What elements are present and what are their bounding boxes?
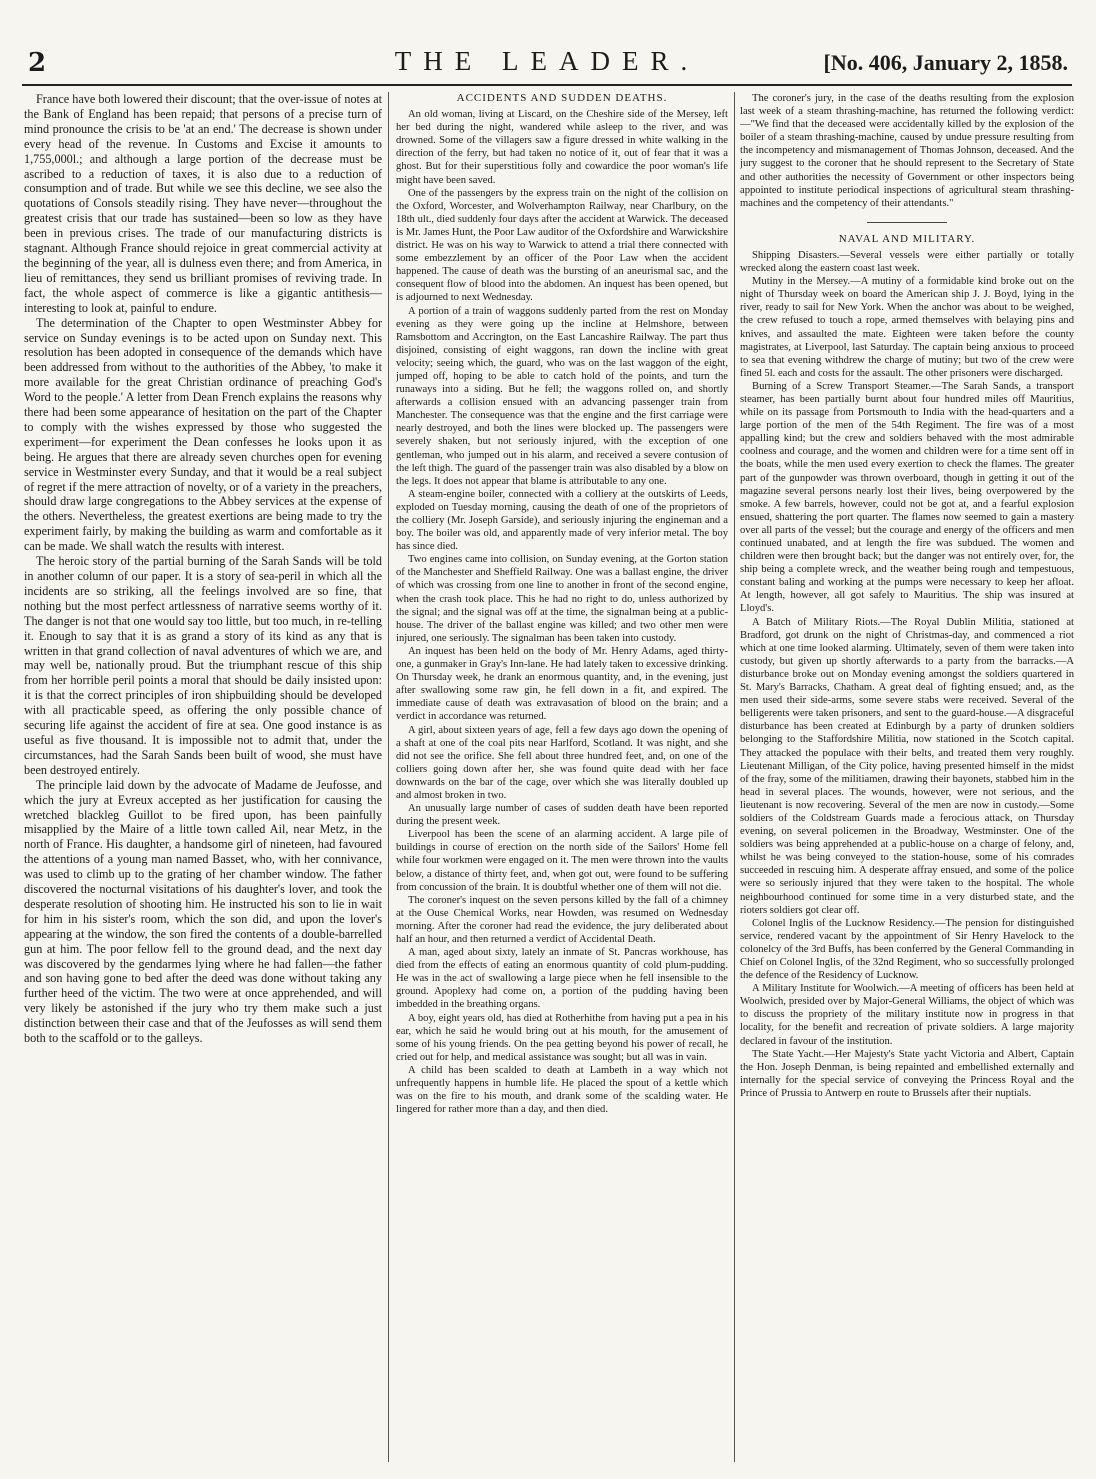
column-editorial: [24, 92, 382, 1467]
page-number: 2: [28, 48, 47, 78]
column-accidents: [396, 92, 728, 1467]
paragraph: Mutiny in the Mersey.—A mutiny of a formidable kind broke out on the night of Thursday week on board the American ship J. J. Boyd, lying in the river, ready to sail for New York. When the anchor was about to be weighed, the crew refused to touch a rope, armed themselves with belaying pins and knives, and assaulted the mate. Eighteen were taken before the county magistrates, at Liverpool, last Saturday. The captain being anxious to proceed to sea that evening withdrew the charge of mutiny; but two of the crew were fined 5l. each and costs for the assault. The other prisoners were discharged.: [740, 276, 1074, 379]
section-divider: [867, 222, 947, 223]
section-title-accidents: ACCIDENTS AND SUDDEN DEATHS.: [456, 92, 668, 104]
paragraph: A Military Institute for Woolwich.—A meeting of officers has been held at Woolwich, presided over by Major-General Williams, the object of which was to discuss the propriety of the military institute now in progress in that locality, for the benefit and recreation of private soldiers. A large majority declared in favour of the institution.: [740, 983, 1074, 1047]
paragraph: Burning of a Screw Transport Steamer.—The Sarah Sands, a transport steamer, has been partially burnt about four hundred miles off Mauritius, while on its passage from Portsmouth to India with the head-quarters and a large portion of the men of the 54th Regiment. The fire was of a most appalling kind; but the crew and soldiers behaved with the most admirable coolness and courage, and the women and children were for a time sent off in the boats, while the men used every exertion to check the flames. The greater part of the gunpowder was thrown overboard, though in getting it out of the magazine several persons nearly lost their lives, being overpowered by the smoke. A few barrels, however, could not be got at, and a fearful explosion ensued, shattering the port quarter. The flames now seemed to gain a mastery over all parts of the vessel; but the courage and energy of the officers and men continued unabated, and at length the fire was subdued. The women and children were then brought back; but the danger was not entirely over, for, the ship being a complete wreck, and the weather being rough and tempestuous, constant baling and working at the pumps were necessary to keep her afloat. At length, however, all got safely to Mauritius. The ship was insured at Lloyd's.: [740, 380, 1074, 615]
column-divider: [388, 92, 389, 1462]
paragraph: An old woman, living at Liscard, on the Cheshire side of the Mersey, left her bed during the night, wandered while asleep to the river, and was drowned. Some of the villagers saw a figure dressed in white walking in the direction of the ferry, but had taken no notice of it, out of fear that it was a ghost. But for their superstitious folly and cowardice the poor woman's life might have been saved.: [396, 109, 728, 186]
paragraph: The heroic story of the partial burning of the Sarah Sands will be told in another column of our paper. It is a story of sea-peril in which all the incidents are so striking, all the feelings involved are so fine, that nothing but the most perfect artlessness of narrative seems worthy of it. The danger is not that one would say too little, but too much, in re-telling it. Enough to say that it is as grand a story of its kind as any that is written in that grand collection of naval adventures of which we are, and may well be, nationally proud. But the triumphant rescue of this ship from her horrible peril points a moral that should be daily insisted upon: it is that the correct principles of iron shipbuilding should be developed with all practicable speed, as offering the only possible chance of securing life against the accident of fire at sea. One good instance is as useful as five thousand. It is impossible not to admit that, under the circumstances, had the Sarah Sands been built of wood, she must have been destroyed entirely.: [24, 554, 382, 777]
paragraph: Liverpool has been the scene of an alarming accident. A large pile of buildings in course of erection on the north side of the Sailors' Home fell while four workmen were engaged on it. The men were thrown into the vaults below, a distance of thirty feet, and, when got out, were found to be suffering from concussion of the brain. It is doubtful whether one of them will not die.: [396, 829, 728, 893]
paragraph: A girl, about sixteen years of age, fell a few days ago down the opening of a shaft at one of the coal pits near Harlford, Scotland. It was night, and she did not see the orifice. She fell about three hundred feet, and, on one of the colliers going down after her, she was found quite dead with her face downwards on the bar of the cage, over which she was literally doubled up and almost broken in two.: [396, 724, 728, 801]
paragraph: Colonel Inglis of the Lucknow Residency.—The pension for distinguished service, rendered vacant by the appointment of Sir Henry Havelock to the colonelcy of the 3rd Buffs, has been conferred by the General Commanding in Chief on Colonel Inglis, of the 32nd Regiment, who so successfully prolonged the defence of the Residency of Lucknow.: [740, 917, 1074, 982]
paragraph: A man, aged about sixty, lately an inmate of St. Pancras workhouse, has died from the effects of eating an enormous quantity of cold plum-pudding. He was in the act of swallowing a large piece when he fell insensible to the ground. Apoplexy had come on, a portion of the pudding having been imbedded in the breathing organs.: [396, 947, 728, 1011]
issue-date: [No. 406, January 2, 1858.: [823, 50, 1068, 75]
paragraph: Two engines came into collision, on Sunday evening, at the Gorton station of the Manchester and Sheffield Railway. One was a ballast engine, the driver of which was crossing from one line to another in front of the second engine, when the crash took place. This he had no right to do, unless authorized by the signal; and the signal was off at the time, the signalman being at a public-house. The driver of the ballast engine was killed; and two other men were injured, one seriously. The signalman has been taken into custody.: [396, 554, 728, 644]
masthead-title: THE LEADER.: [394, 46, 700, 76]
paragraph: France have both lowered their discount; that the over-issue of notes at the Bank of England has been repaid; that persons of a precise turn of mind pronounce the crisis to be 'at an end.' The decrease is shown under every head of the revenue. In Customs and Excise it amounts to 1,755,000l.; and although a large portion of the decrease must be ascribed to a reduction of taxes, it is also due to a reduction of consumption and of trade. But while we see this decline, we see also the quotations of Consols steadily rising. They have never—throughout the greatest crisis that our trade has sustained—been so low as they have been in previous crises. The trade of our manufacturing districts is stagnant. Although France should rejoice in great commercial activity at the beginning of the year, all is dulness even there; and from America, in lieu of remittances, they send us brilliant promises of reviving trade. In fact, the whole aspect of commerce is like a gigantic antithesis—interesting to look at, painful to endure.: [24, 92, 382, 315]
paragraph: The determination of the Chapter to open Westminster Abbey for service on Sunday evenings is to be acted upon on Sunday next. This resolution has been adopted in consequence of the demands which have been addressed from without to the authorities of the Abbey, 'to make it more available for the great Christian ordinance of preaching God's Word to the people.' A letter from Dean French explains the reasons why there had been some appearance of hesitation on the part of the Chapter to comply with the wishes expressed by those who suggested the experiment—for experiment the Dean confesses he looks upon it as being. He argues that there are already seven churches open for evening service in Westminster every Sunday, and that it would be a real subject of regret if the mere attraction of novelty, or of a variety in the preachers, should draw large congregations to the Abbey services at the expense of the others. Nevertheless, the greatest exertions are being made to try the experiment fairly, by making the building as warm and comfortable as it can be made. We shall watch the results with interest.: [24, 315, 382, 554]
paragraph: A steam-engine boiler, connected with a colliery at the outskirts of Leeds, exploded on Tuesday morning, causing the death of one of the proprietors of the colliery (Mr. Joseph Garside), and seriously injuring the engineman and a boy. The boiler was old, and apparently made of very inferior metal. The boy has since died.: [396, 488, 728, 553]
paragraph: The coroner's jury, in the case of the deaths resulting from the explosion last week of a steam thrashing-machine, has returned the following verdict:—"We find that the deceased were accidentally killed by the explosion of the boiler of a steam thrashing-machine, caused by undue pressure resulting from the incompetency and mismanagement of Thomas Johnson, deceased. And the jury suggest to the coroner that he should represent to the Secretary of State and other authorities the necessity of Government or other inspectors being appointed to institute periodical inspections of agricultural steam thrashing-machines and the competency of their attendants.": [740, 93, 1074, 209]
paragraph: Shipping Disasters.—Several vessels were either partially or totally wrecked along the eastern coast last week.: [740, 249, 1074, 275]
paragraph: A portion of a train of waggons suddenly parted from the rest on Monday evening as they were going up the incline at Helmshore, between Ramsbottom and Accrington, on the East Lancashire Railway. The part thus disjoined, consisting of eight waggons, ran down the incline with great velocity; seeing which, the guard, who was on the last waggon of the eight, jumped off, hoping to be able to catch hold of the points, and turn the runaways into a siding. But he fell; the waggons rolled on, and shortly afterwards a collision ensued with an advancing passenger train from Manchester. The consequence was that the engine and the first carriage were nearly destroyed, and both the lines were blocked up. The passengers were severely shaken, but not seriously injured, with the exception of one gentleman, who jumped out in his alarm, and received a severe contusion of the left thigh. The guard of the passenger train was also disabled by a blow on the legs. It does not appear that blame is attributable to any one.: [396, 305, 728, 487]
paragraph: A Batch of Military Riots.—The Royal Dublin Militia, stationed at Bradford, got drunk on the night of Christmas-day, and commenced a riot which at one time looked alarming. Ultimately, seven of them were taken into custody, but given up shortly afterwards to a party from the barracks.—A disturbance broke out on Monday evening amongst the soldiers quartered in St. Mary's Barracks, Chatham. A great deal of fighting ensued; and, as the men used their side-arms, some severe stabs were received. Several of the belligerents were taken prisoners, and sent to the guard-house.—A disgraceful disturbance has been created at Edinburgh by a party of drunken soldiers belonging to the Staffordshire Militia, now stationed in the Scotch capital. They attacked the populace with their belts, and treated them very roughly. Lieutenant Milligan, of the City police, having presented himself in the midst of the fray, some of the militiamen, drawing their bayonets, stabbed him in the head in several places. The wounds, however, were not serious, and the lieutenant is now recovering. Several of the men are now in custody.—Some soldiers of the Coldstream Guards made a ferocious attack, on Thursday evening, on several policemen in the Broadway, Westminster. One of the soldiers was being apprehended at a public-house on a charge of felony, and, whilst he was being conveyed to the station-house, some of his comrades succeeded in rescuing him. A desperate affray ensued, and some of the police were so seriously injured that they were taken to the hospital. The whole neighbourhood continued for some time in a very disturbed state, and the rioters soldiers got clear off.: [740, 616, 1074, 916]
column-divider: [734, 92, 735, 1462]
paragraph: A child has been scalded to death at Lambeth in a way which not unfrequently happens in humble life. He placed the spout of a kettle which was on the fire to his mouth, and drank some of the scalding water. He lingered for rather more than a day, and then died.: [396, 1064, 728, 1116]
section-title-naval: NAVAL AND MILITARY.: [838, 232, 976, 245]
page-header: [22, 44, 1072, 86]
paragraph: The coroner's inquest on the seven persons killed by the fall of a chimney at the Ouse Chemical Works, near Howden, was resumed on Wednesday morning. After the coroner had read the evidence, the jury deliberated about half an hour, and then returned a verdict of Accidental Death.: [396, 894, 728, 945]
paragraph: One of the passengers by the express train on the night of the collision on the Oxford, Worcester, and Wolverhampton Railway, near Charlbury, on the 18th ult., died suddenly four days after the accident at Warwick. The deceased is Mr. James Hunt, the Poor Law auditor of the Oxfordshire and Warwickshire district. He was on his way to Warwick to attend a trial there connected with some embezzlement by an officer of the Poor Law when the accident happened. The cause of death was the bursting of an aneurismal sac, and the consequent flow of blood into the abdomen. An inquest has been opened, but is adjourned to next Wednesday.: [396, 187, 728, 304]
paragraph: The principle laid down by the advocate of Madame de Jeufosse, and which the jury at Evreux accepted as her justification for causing the wretched blackleg Guillot to be fired upon, has been painfully misapplied by the Maire of a little town called Ail, near Metz, in the north of France. His daughter, a handsome girl of nineteen, had favoured the attentions of a young man named Basset, who, with her connivance, was used to climb up to the grating of her chamber window. The father discovered the nocturnal visitations of his daughter's lover, and took the desperate resolution of shooting him. He instructed his son to lie in wait for him in his sister's room, which the son did, and upon the lover's appearing at the window, the son fired the contents of a double-barrelled gun at him. The poor fellow fell to the ground dead, and the next day was discovered by the gendarmes lying where he had fallen—the father and son having gone to bed after the deed was done without taking any further heed of the victim. The two were at once apprehended, and will very likely be astonished if the jury who try them make such a just distinction between their case and that of the Jeufosses as will send them both to the scaffold or to the galleys.: [24, 777, 382, 1046]
paragraph: A boy, eight years old, has died at Rotherhithe from having put a pea in his ear, which he said he would bring out at his mouth, for the amusement of some of his young friends. On the pea getting beyond his power of recall, he cried out for help, and medical assistance was sought; but all was in vain.: [396, 1012, 728, 1063]
paragraph: An inquest has been held on the body of Mr. Henry Adams, aged thirty-one, a gunmaker in Gray's Inn-lane. He had lately taken to excessive drinking. On Thursday week, he drank an enormous quantity, and, in the evening, just after swallowing some raw gin, he fell down in a fit, and expired. The immediate cause of death was extravasation of blood on the brain; and a verdict in accordance was returned.: [396, 645, 728, 723]
paragraph: An unusually large number of cases of sudden death have been reported during the present week.: [396, 803, 728, 828]
column-naval-military: [740, 92, 1074, 1467]
paragraph: The State Yacht.—Her Majesty's State yacht Victoria and Albert, Captain the Hon. Joseph Denman, is being repainted and embellished externally and internally for the special service of conveying the Princess Royal and the Prince of Prussia to Antwerp en route to Brussels after their nuptials.: [740, 1048, 1074, 1099]
